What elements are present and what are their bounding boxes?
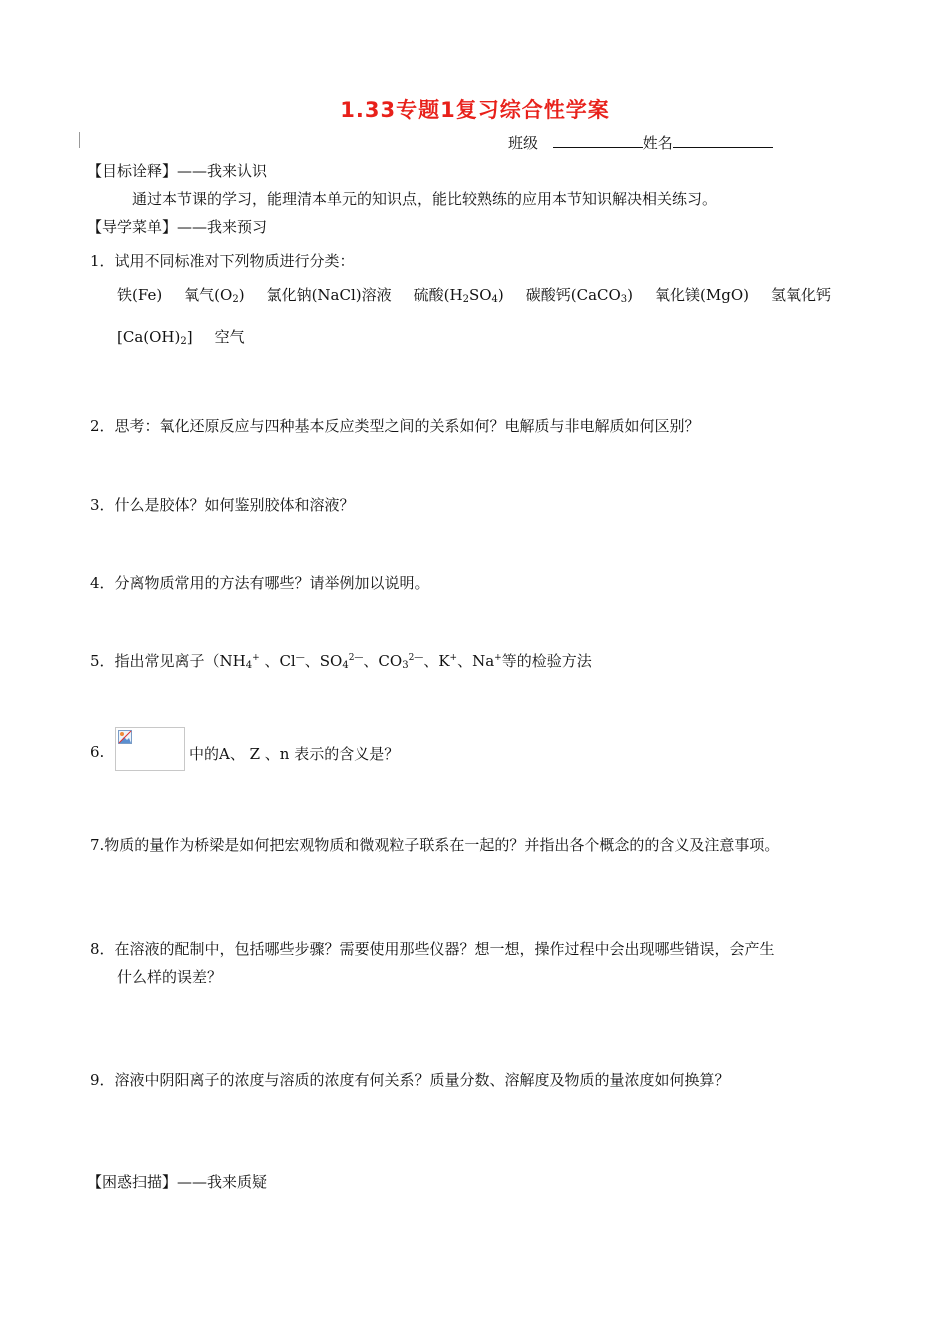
margin-mark [79,132,80,148]
guide-heading: 【导学菜单】——我来预习 [87,218,268,236]
substance-fe: 铁(Fe) [117,286,163,304]
substance-nacl: 氯化钠(NaCl)溶液 [266,286,392,304]
student-info [508,132,773,153]
goal-heading: 【目标诠释】——我来认识 [87,162,268,180]
goal-text: 通过本节课的学习，能理清本单元的知识点，能比较熟练的应用本节知识解决相关练习。 [132,190,718,208]
page-title: 1.33专题1复习综合性学案 [340,98,610,122]
name-blank[interactable] [673,132,773,148]
broken-image-icon [118,730,132,744]
question-2: 2．思考：氧化还原反应与四种基本反应类型之间的关系如何？电解质与非电解质如何区别？ [90,417,700,435]
substance-air: 空气 [214,328,245,346]
question-6-number: 6. [90,743,105,761]
question-7: 7.物质的量作为桥梁是如何把宏观物质和微观粒子联系在一起的？并指出各个概念的的含义及注意事项。 [90,836,780,854]
question-3: 3．什么是胶体？如何鉴别胶体和溶液？ [90,496,355,514]
substance-caoh: $[Ca(OH)_2]$ [117,328,193,347]
class-blank[interactable] [553,132,643,148]
class-label: 班级 [508,134,539,152]
question-8-line-1: 8．在溶液的配制中，包括哪些步骤？需要使用那些仪器？想一想，操作过程中会出现哪些错误，会产生 [90,940,775,958]
question-8-line-2: 什么样的误差？ [117,968,223,986]
substance-caoh-label: 氢氧化钙 [771,286,832,304]
question-4: 4．分离物质常用的方法有哪些？请举例加以说明。 [90,574,430,592]
doubt-heading: 【困惑扫描】——我来质疑 [87,1173,268,1191]
substance-mgo: 氧化镁(MgO) [655,286,749,304]
substance-caco3: 碳酸钙(CaCO$_3$) [525,286,634,305]
substance-h2so4: 硫酸$(H_2SO_4)$ [413,286,504,305]
substance-list-line-1 [117,284,831,305]
substance-o2: 氧气$(O_2)$ [184,286,245,305]
question-6-text: 中的A、 Z 、n 表示的含义是？ [189,745,400,763]
question-1: 1．试用不同标准对下列物质进行分类： [90,252,355,270]
question-5: 5．指出常见离子（$NH_4^+$ 、Cl—、$SO_4^{2—}$、$CO_3^{2—}$、K+、Na+等的检验方法 [90,652,592,671]
name-label: 姓名 [642,134,673,152]
substance-list-line-2 [117,326,267,347]
question-9: 9．溶液中阴阳离子的浓度与溶质的浓度有何关系？质量分数、溶解度及物质的量浓度如何换算？ [90,1071,730,1089]
nuclide-symbol-image [115,727,185,771]
